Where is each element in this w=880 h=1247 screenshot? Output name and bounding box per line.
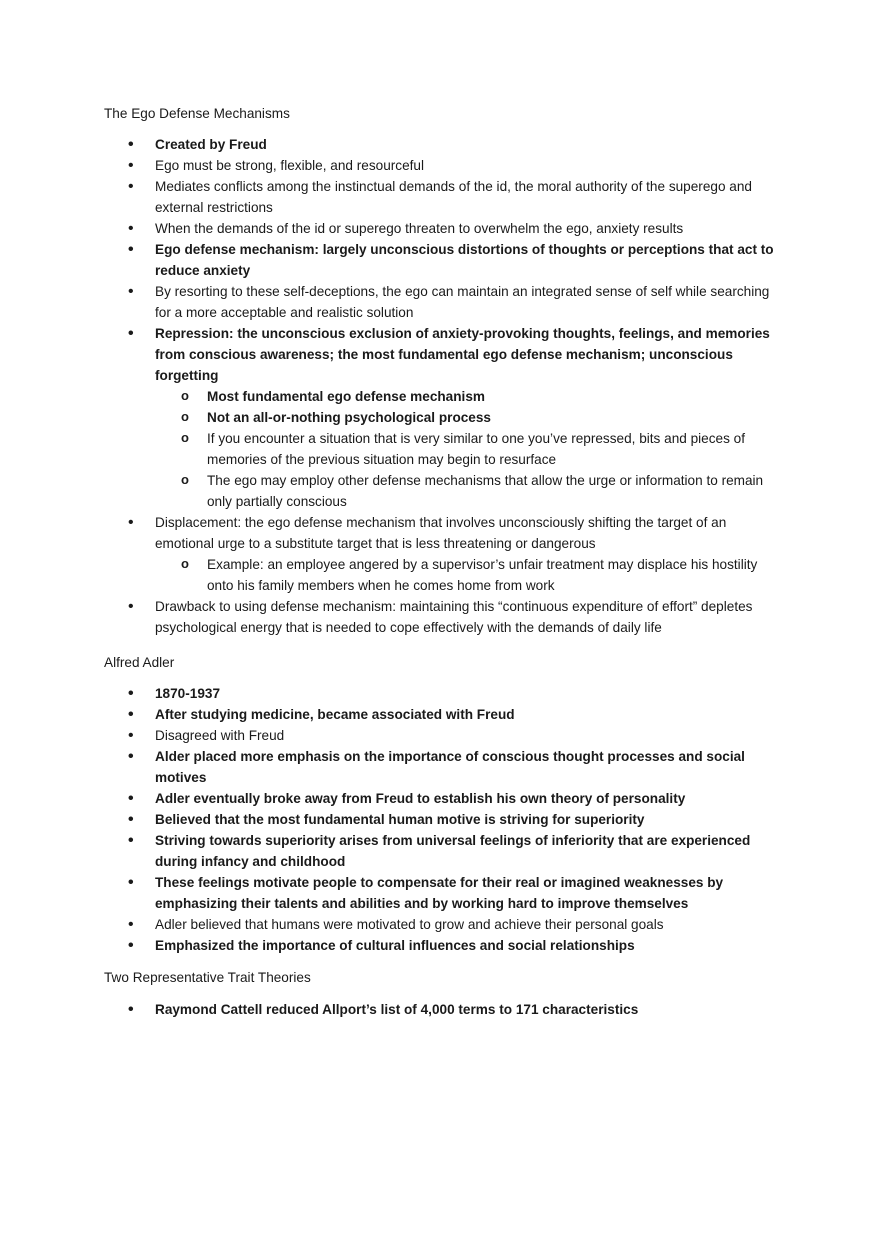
sub-list-item <box>155 407 784 428</box>
list-item <box>104 704 784 725</box>
ego-defense-list <box>104 134 784 638</box>
list-item-text: Emphasized the importance of cultural influences and social relationships <box>155 938 635 953</box>
sub-list <box>155 386 784 512</box>
list-item <box>104 746 784 788</box>
list-item-text: 1870-1937 <box>155 686 221 701</box>
list-item <box>104 596 784 638</box>
list-item-text: Drawback to using defense mechanism: maintaining this “continuous expenditure of effort” depletes psychological energy that is needed to cope effectively with the demands of daily life <box>155 599 753 635</box>
list-item-text: Ego must be strong, flexible, and resourceful <box>155 158 425 173</box>
list-item <box>104 830 784 872</box>
sub-list-item-text: Most fundamental ego defense mechanism <box>207 389 485 404</box>
sub-list-item <box>155 428 784 470</box>
list-item-text: By resorting to these self-deceptions, the ego can maintain an integrated sense of self while searching for a more acceptable and realistic solution <box>155 284 770 320</box>
sub-list-item <box>155 470 784 512</box>
list-item-text: Created by Freud <box>155 137 267 152</box>
list-item <box>104 935 784 956</box>
trait-theories-list <box>104 999 784 1020</box>
section-title-trait-theories: Two Representative Trait Theories <box>104 970 311 985</box>
section-title-alfred-adler: Alfred Adler <box>104 655 175 670</box>
list-item-text: After studying medicine, became associated with Freud <box>155 707 515 722</box>
sub-list-item-text: If you encounter a situation that is very similar to one you’ve repressed, bits and pieces of memories of the previous situation may begin to resurface <box>207 431 745 467</box>
list-item <box>104 218 784 239</box>
list-item-text: Repression: the unconscious exclusion of anxiety-provoking thoughts, feelings, and memories from conscious awareness; the most fundamental ego defense mechanism; unconscious forgetting <box>155 326 770 383</box>
list-item-text: When the demands of the id or superego threaten to overwhelm the ego, anxiety results <box>155 221 684 236</box>
list-item <box>104 323 784 512</box>
sub-list-item-text: Not an all-or-nothing psychological process <box>207 410 491 425</box>
list-item <box>104 872 784 914</box>
list-item <box>104 914 784 935</box>
list-item <box>104 155 784 176</box>
list-item <box>104 239 784 281</box>
list-item-text: Raymond Cattell reduced Allport’s list of 4,000 terms to 171 characteristics <box>155 1002 639 1017</box>
list-item <box>104 512 784 596</box>
list-item <box>104 809 784 830</box>
list-item <box>104 281 784 323</box>
list-item <box>104 788 784 809</box>
alfred-adler-list <box>104 683 784 956</box>
sub-list-item <box>155 386 784 407</box>
list-item-text: Adler eventually broke away from Freud to establish his own theory of personality <box>155 791 686 806</box>
list-item <box>104 176 784 218</box>
list-item-text: Believed that the most fundamental human motive is striving for superiority <box>155 812 645 827</box>
list-item <box>104 999 784 1020</box>
list-item <box>104 725 784 746</box>
list-item-text: Disagreed with Freud <box>155 728 285 743</box>
list-item <box>104 683 784 704</box>
sub-list-item-text: The ego may employ other defense mechanisms that allow the urge or information to remain only partially conscious <box>207 473 764 509</box>
list-item-text: Mediates conflicts among the instinctual demands of the id, the moral authority of the superego and external restrictions <box>155 179 752 215</box>
list-item <box>104 134 784 155</box>
sub-list <box>155 554 784 596</box>
list-item-text: Displacement: the ego defense mechanism that involves unconsciously shifting the target of an emotional urge to a substitute target that is less threatening or dangerous <box>155 515 727 551</box>
section-title-ego-defense: The Ego Defense Mechanisms <box>104 106 290 121</box>
list-item-text: Alder placed more emphasis on the importance of conscious thought processes and social motives <box>155 749 745 785</box>
list-item-text: These feelings motivate people to compensate for their real or imagined weaknesses by emphasizing their talents and abilities and by working hard to improve themselves <box>155 875 724 911</box>
list-item-text: Ego defense mechanism: largely unconscious distortions of thoughts or perceptions that act to reduce anxiety <box>155 242 774 278</box>
sub-list-item <box>155 554 784 596</box>
list-item-text: Adler believed that humans were motivated to grow and achieve their personal goals <box>155 917 664 932</box>
list-item-text: Striving towards superiority arises from universal feelings of inferiority that are experienced during infancy and childhood <box>155 833 751 869</box>
sub-list-item-text: Example: an employee angered by a supervisor’s unfair treatment may displace his hostility onto his family members when he comes home from work <box>207 557 758 593</box>
